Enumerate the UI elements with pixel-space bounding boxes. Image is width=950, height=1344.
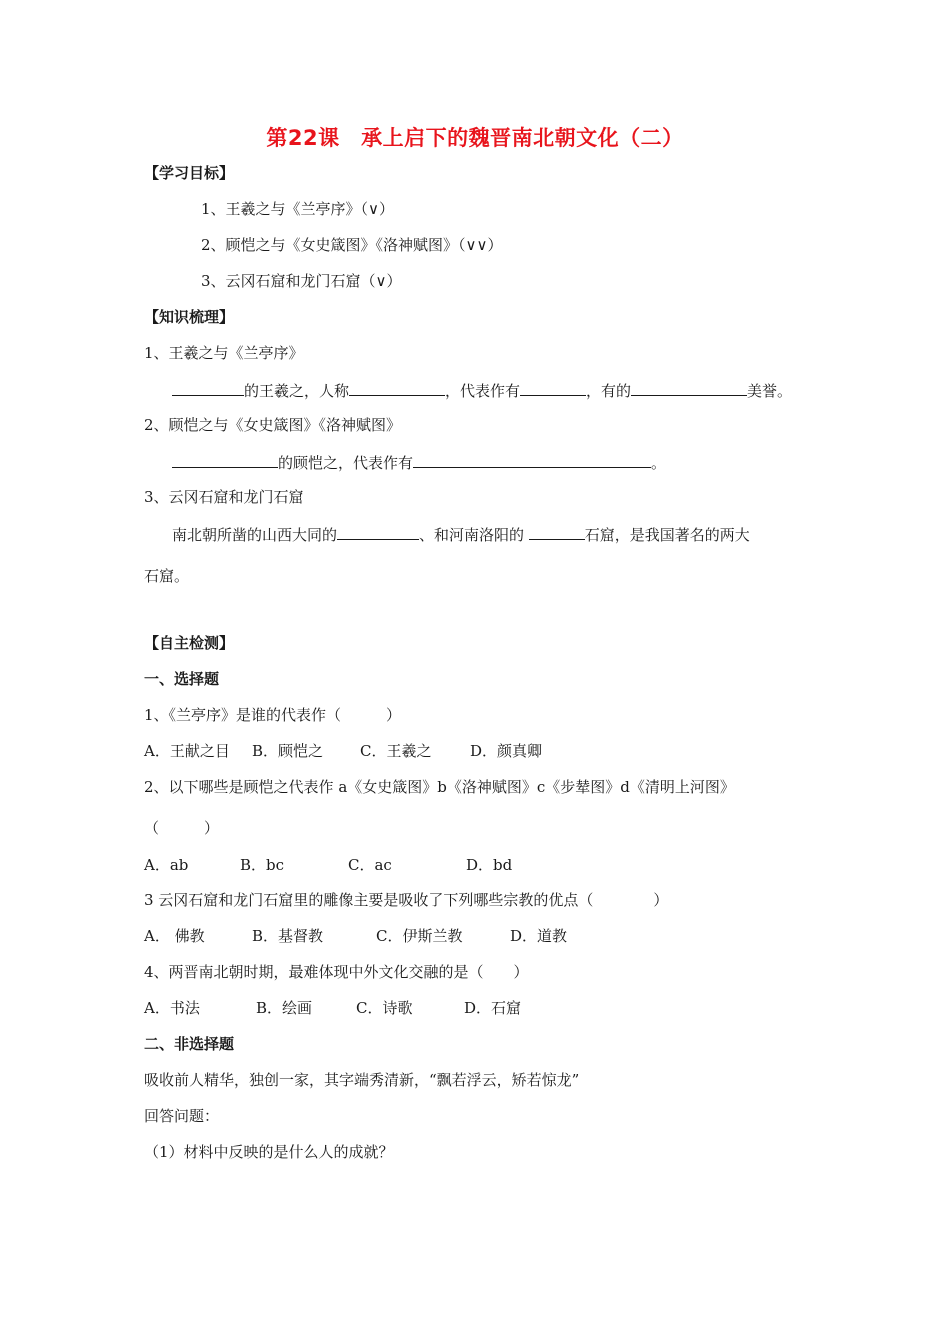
question-text: 4、两晋南北朝时期，最难体现中外文化交融的是（ ）: [144, 963, 529, 981]
answer-blank[interactable]: [172, 379, 244, 396]
goal-item: 2、顾恺之与《女史箴图》《洛神赋图》（∨∨）: [201, 236, 503, 254]
mcq-heading: 一、选择题: [144, 670, 220, 688]
option[interactable]: D．颜真卿: [470, 742, 543, 760]
question-text: 3 云冈石窟和龙门石窟里的雕像主要是吸收了下列哪些宗教的优点（ ）: [144, 891, 669, 909]
knowledge-item-title: 1、王羲之与《兰亭序》: [144, 344, 304, 362]
question-text: 1、《兰亭序》是谁的代表作（ ）: [144, 706, 402, 724]
material-text: 吸收前人精华，独创一家，其字端秀清新，“飘若浮云，矫若惊龙”: [144, 1071, 580, 1089]
option[interactable]: C．王羲之: [360, 742, 432, 760]
knowledge-item-title: 3、云冈石窟和龙门石窟: [144, 488, 304, 506]
option[interactable]: B．bc: [240, 856, 285, 874]
answer-blank[interactable]: [520, 379, 586, 396]
option[interactable]: D．bd: [466, 856, 513, 874]
option[interactable]: D．石窟: [464, 999, 522, 1017]
fill-blank-line: 的王羲之，人称 ，代表作有 ，有的 美誉。: [172, 379, 792, 401]
nonmcq-heading: 二、非选择题: [144, 1035, 235, 1053]
answer-blank[interactable]: [529, 523, 585, 540]
option[interactable]: B．基督教: [252, 927, 324, 945]
answer-blank[interactable]: [337, 523, 419, 540]
question-options: [144, 741, 542, 761]
question-options: [144, 926, 567, 946]
question-text: 2、以下哪些是顾恺之代表作 a《女史箴图》b《洛神赋图》c《步辇图》d《清明上河图》: [144, 778, 735, 796]
prompt-text: 回答问题：: [144, 1107, 220, 1125]
paragraph-text: 石窟。: [144, 567, 190, 585]
option[interactable]: B．绘画: [256, 999, 313, 1017]
option[interactable]: A．书法: [144, 999, 200, 1017]
fill-blank-line: 南北朝所凿的山西大同的 、和河南洛阳的 石窟，是我国著名的两大: [172, 523, 750, 545]
option[interactable]: D．道教: [510, 927, 568, 945]
option[interactable]: B．顾恺之: [252, 742, 324, 760]
question-options: [144, 855, 512, 875]
option[interactable]: A．王献之目: [144, 742, 230, 760]
goal-item: 3、云冈石窟和龙门石窟（∨）: [201, 272, 402, 290]
self-check-heading: 【自主检测】: [144, 634, 235, 652]
answer-paren: （ ）: [144, 819, 220, 837]
answer-blank[interactable]: [631, 379, 747, 396]
answer-blank[interactable]: [413, 451, 651, 468]
option[interactable]: A．ab: [144, 856, 189, 874]
question-text: （1）材料中反映的是什么人的成就？: [144, 1143, 394, 1161]
goal-item: 1、王羲之与《兰亭序》（∨）: [201, 200, 395, 218]
knowledge-item-title: 2、顾恺之与《女史箴图》《洛神赋图》: [144, 416, 402, 434]
fill-blank-line: 的顾恺之，代表作有 。: [172, 451, 666, 473]
option[interactable]: C．ac: [348, 856, 392, 874]
question-options: [144, 998, 521, 1018]
lesson-title: 第22课 承上启下的魏晋南北朝文化（二）: [266, 126, 684, 150]
answer-blank[interactable]: [172, 451, 278, 468]
option[interactable]: C．伊斯兰教: [376, 927, 463, 945]
knowledge-heading: 【知识梳理】: [144, 308, 235, 326]
option[interactable]: A． 佛教: [144, 927, 205, 945]
option[interactable]: C．诗歌: [356, 999, 413, 1017]
answer-blank[interactable]: [349, 379, 445, 396]
goals-heading: 【学习目标】: [144, 164, 235, 182]
